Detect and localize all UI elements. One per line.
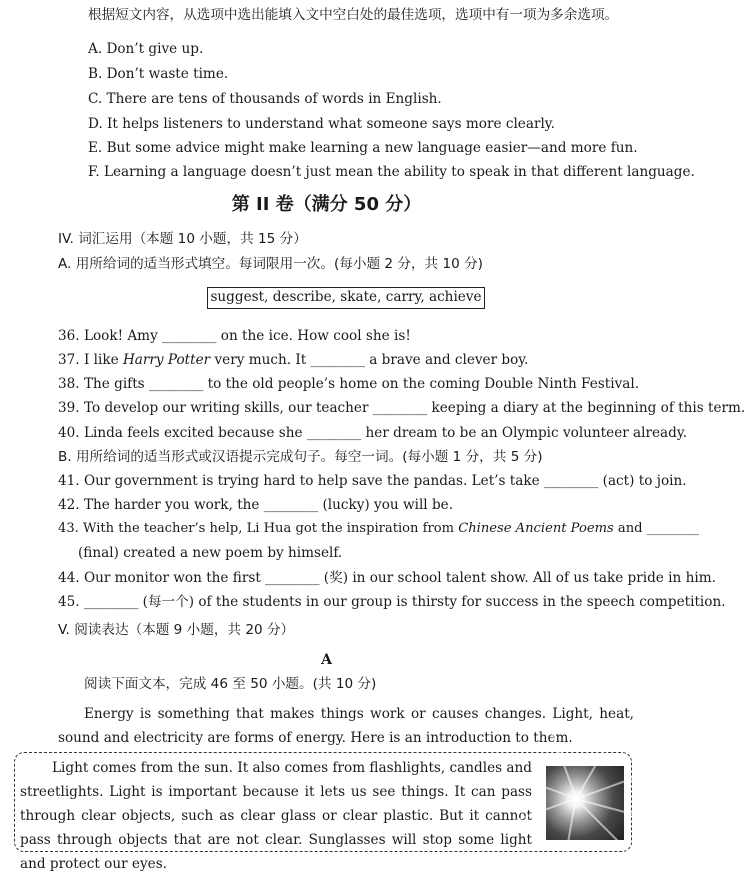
answer-blank-45[interactable]: ________ — [83, 594, 139, 610]
answer-blank-39[interactable]: ________ — [372, 400, 428, 416]
question-38: 38. The gifts ________ to the old people’s home on the coming Double Ninth Festival. — [58, 376, 640, 392]
option-a: A. Don’t give up. — [88, 41, 204, 57]
question-43-continued: (final) created a new poem by himself. — [78, 545, 343, 561]
question-39: 39. To develop our writing skills, our teacher ________ keeping a diary at the beginning of this term. — [58, 400, 745, 416]
option-f: F. Learning a language doesn’t just mean the ability to speak in that different language. — [88, 164, 695, 180]
sun-photo-icon — [546, 766, 624, 840]
option-e: E. But some advice might make learning a new language easier—and more fun. — [88, 140, 638, 156]
question-44: 44. Our monitor won the first ________ (奖) in our school talent show. All of us take pride in him. — [58, 570, 716, 586]
section-iv-heading: IV. 词汇运用（本题 10 小题，共 15 分） — [58, 231, 307, 247]
section-v-heading: V. 阅读表达（本题 9 小题，共 20 分） — [58, 622, 295, 638]
question-45: 45. ________ (每一个) of the students in our group is thirsty for success in the speech competition. — [58, 594, 726, 610]
question-37: 37. I like Harry Potter very much. It ________ a brave and clever boy. — [58, 352, 529, 368]
answer-blank-37[interactable]: ________ — [310, 352, 365, 368]
question-43: 43. With the teacher’s help, Li Hua got the inspiration from Chinese Ancient Poems and ________ — [58, 521, 700, 536]
passage-label: A — [321, 652, 332, 668]
option-b: B. Don’t waste time. — [88, 66, 229, 82]
question-41: 41. Our government is trying hard to help save the pandas. Let’s take ________ (act) to join. — [58, 473, 687, 489]
word-box: suggest, describe, skate, carry, achieve — [207, 287, 485, 309]
task-instruction: 根据短文内容，从选项中选出能填入文中空白处的最佳选项，选项中有一项为多余选项。 — [88, 7, 619, 23]
reading-instruction: 阅读下面文本，完成 46 至 50 小题。(共 10 分) — [84, 676, 377, 692]
question-36: 36. Look! Amy ________ on the ice. How cool she is! — [58, 328, 411, 344]
section-a-heading: A. 用所给词的适当形式填空。每词限用一次。(每小题 2 分，共 10 分) — [58, 256, 483, 272]
answer-blank-42[interactable]: ________ — [263, 497, 319, 513]
part-title: 第 II 卷（满分 50 分） — [231, 194, 422, 215]
question-40: 40. Linda feels excited because she ________ her dream to be an Olympic volunteer already. — [58, 425, 688, 441]
answer-blank-41[interactable]: ________ — [543, 473, 599, 489]
answer-blank-36[interactable]: ________ — [162, 328, 217, 344]
option-c: C. There are tens of thousands of words in English. — [88, 91, 442, 107]
answer-blank-43[interactable]: ________ — [646, 521, 700, 536]
answer-blank-44[interactable]: ________ — [265, 570, 320, 586]
option-d: D. It helps listeners to understand what someone says more clearly. — [88, 116, 555, 132]
question-42: 42. The harder you work, the ________ (lucky) you will be. — [58, 497, 454, 513]
intro-paragraph: Energy is something that makes things work or causes changes. Light, heat, sound and electricity are forms of energy. Here is an introduction to them. — [58, 706, 634, 746]
section-b-heading: B. 用所给词的适当形式或汉语提示完成句子。每空一词。(每小题 1 分，共 5 分) — [58, 449, 543, 465]
answer-blank-40[interactable]: ________ — [306, 425, 362, 441]
answer-blank-38[interactable]: ________ — [148, 376, 204, 392]
light-paragraph: Light comes from the sun. It also comes from flashlights, candles and streetlights. Light is important because it lets us see things. It can pass through clear objects, such as clear glass or clear plastic. But it cannot pass through objects that are not clear. Sunglasses will stop some light and protect our eyes. — [20, 760, 532, 872]
